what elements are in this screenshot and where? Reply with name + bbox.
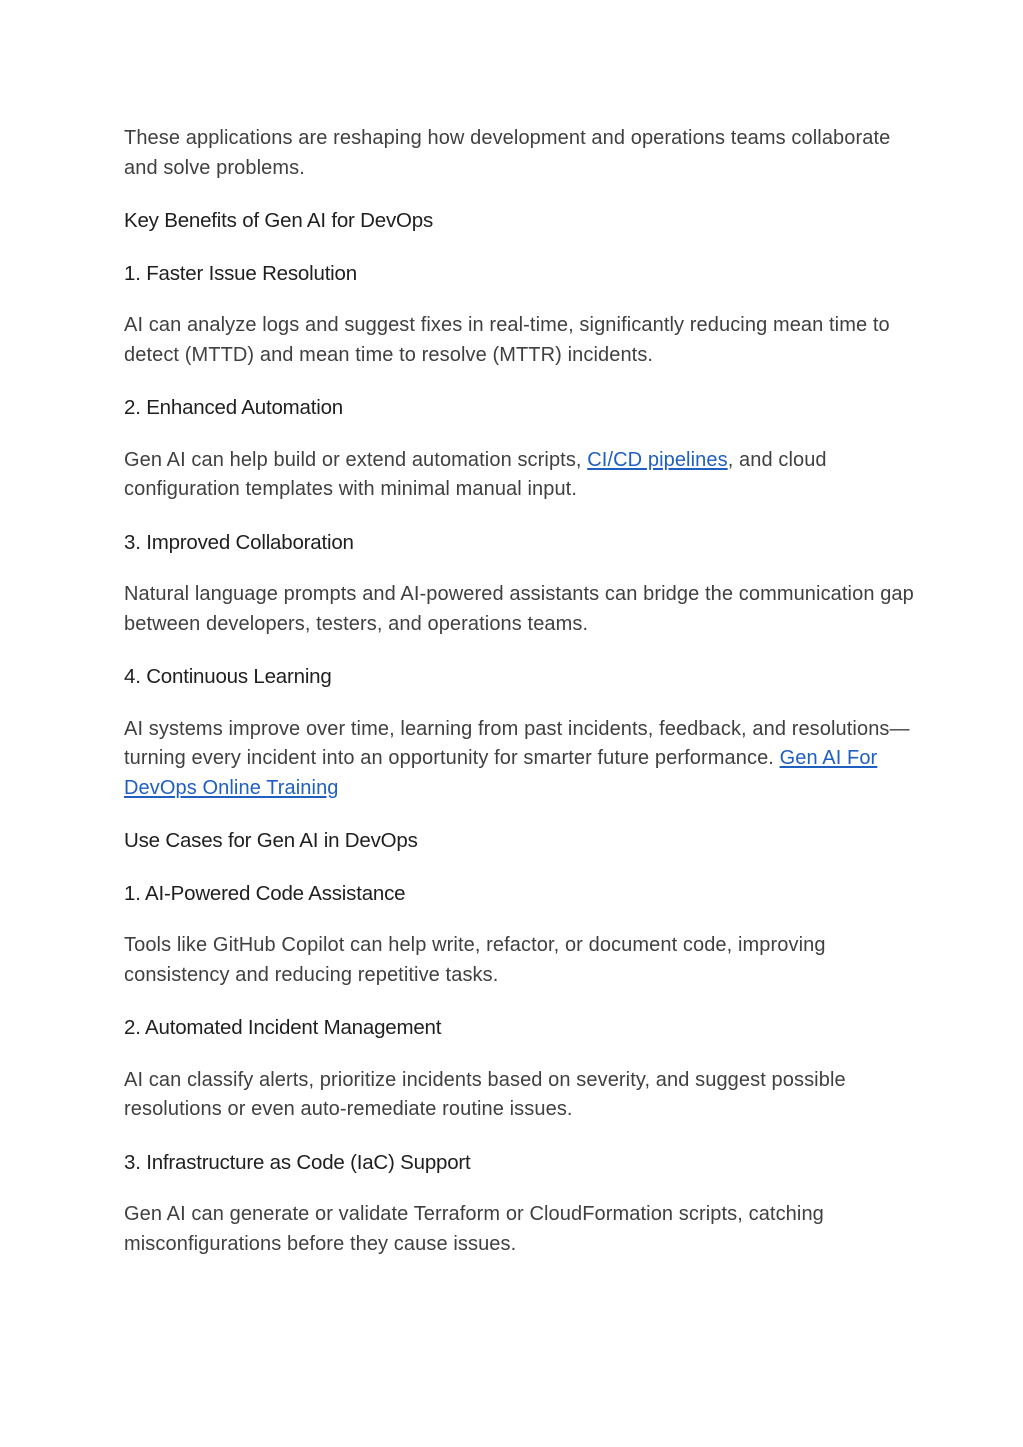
usecase-2-title: 2. Automated Incident Management [124,1016,442,1039]
benefit-4-text [124,715,914,804]
document-body [124,124,914,1282]
usecase-2-text: AI can classify alerts, prioritize incidents based on severity, and suggest possible resolutions or even auto-remediate routine issues. [124,1068,846,1120]
online-training-link[interactable]: Gen AI For DevOps Online Training [124,747,878,799]
benefit-1-text: AI can analyze logs and suggest fixes in real-time, significantly reducing mean time to detect (MTTD) and mean time to resolve (MTTR) incidents. [124,314,890,366]
usecase-1-title: 1. AI-Powered Code Assistance [124,881,406,905]
intro-paragraph: These applications are reshaping how development and operations teams collaborate and solve problems. [124,127,891,179]
usecase-1-text: Tools like GitHub Copilot can help write, refactor, or document code, improving consistency and reducing repetitive tasks. [124,934,826,986]
usecase-3-text: Gen AI can generate or validate Terraform or CloudFormation scripts, catching misconfigurations before they cause issues. [124,1203,824,1255]
benefit-3-text: Natural language prompts and AI-powered assistants can bridge the communication gap between developers, testers, and operations teams. [124,583,914,635]
ci-cd-pipelines-link[interactable]: CI/CD pipelines [587,448,728,471]
benefit-4-title: 4. Continuous Learning [124,665,332,688]
benefit-2-text-before: Gen AI can help build or extend automation scripts, [124,448,588,471]
benefit-4-text-before: AI systems improve over time, learning from past incidents, feedback, and resolutions—turning every incident into an opportunity for smarter future performance. [124,717,910,769]
benefit-1-title: 1. Faster Issue Resolution [124,261,357,285]
usecase-3-title: 3. Infrastructure as Code (IaC) Support [124,1150,471,1174]
benefit-2-text [124,446,914,505]
benefits-heading: Key Benefits of Gen AI for DevOps [124,209,434,232]
benefit-2-text-after: , and cloud configuration templates with minimal manual input. [124,448,827,500]
usecases-heading: Use Cases for Gen AI in DevOps [124,829,418,852]
benefit-2-title: 2. Enhanced Automation [124,396,343,419]
benefit-3-title: 3. Improved Collaboration [124,530,354,554]
